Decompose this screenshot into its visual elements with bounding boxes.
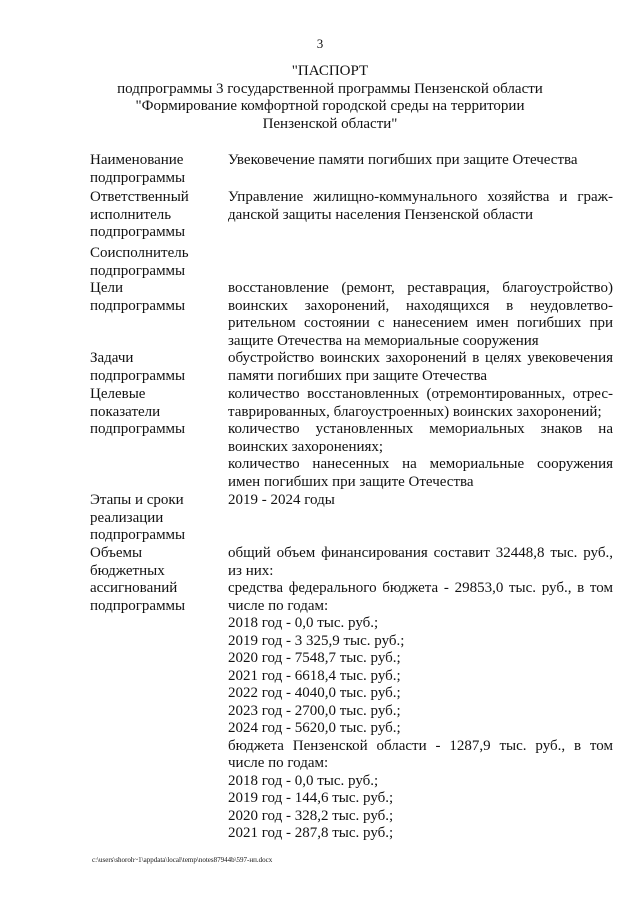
row-value-line: обустройство воинских захоронений в целях увековечения [228, 350, 613, 366]
row-label-line: Этапы и сроки [90, 492, 184, 508]
header-title: "ПАСПОРТ [291, 63, 369, 79]
row-value-line: количество восстановленных (отремонтированных, отрес- [228, 386, 613, 402]
row-value-line: памяти погибших при защите Отечества [228, 367, 488, 384]
row-value-line: имен погибших при защите Отечества [228, 473, 474, 490]
row-value-line: 2019 год - 144,6 тыс. руб.; [228, 790, 394, 806]
row-label-line: подпрограммы [90, 297, 186, 314]
row-label [90, 350, 228, 386]
row-value-line: средства федерального бюджета - 29853,0 тыс. руб., в том [228, 580, 613, 596]
passport-row-stages [90, 492, 615, 545]
row-label-line: исполнитель [90, 206, 172, 223]
row-value-line: 2020 год - 7548,7 тыс. руб.; [228, 650, 401, 666]
row-value-line: общий объем финансирования составит 32448,8 тыс. руб., [228, 545, 613, 561]
row-label-line: подпрограммы [90, 421, 186, 437]
row-value [228, 386, 613, 492]
row-label-line: подпрограммы [90, 169, 186, 186]
row-value-line: 2024 год - 5620,0 тыс. руб.; [228, 720, 401, 736]
row-label-line: реализации [90, 509, 164, 526]
row-label [90, 386, 228, 492]
row-value-line: таврированных, благоустроенных) воинских захоронений; [228, 403, 602, 420]
row-value-line: количество нанесенных на мемориальные сооружения [228, 456, 613, 472]
row-value [228, 545, 613, 843]
row-label-line: Целевые [90, 386, 146, 402]
row-value-line: числе по годам: [228, 755, 329, 771]
row-value-line: Увековечение памяти погибших при защите Отечества [228, 152, 578, 168]
row-label-line: подпрограммы [90, 597, 186, 614]
passport-row-name [90, 152, 615, 189]
row-value-line: 2021 год - 287,8 тыс. руб.; [228, 825, 394, 841]
header-subtitle-line: подпрограммы 3 государственной программы Пензенской области [117, 80, 543, 97]
row-value-line: Управление жилищно-коммунального хозяйства и граж- [228, 189, 613, 205]
row-value-line: защите Отечества на мемориальные сооружения [228, 332, 539, 349]
row-value [228, 350, 613, 386]
row-label [90, 545, 228, 843]
page-number: 3 [316, 36, 324, 51]
row-value [228, 245, 613, 280]
passport-table [90, 152, 615, 843]
row-label [90, 492, 228, 545]
row-value-line: воинских захоронений, находящихся в неудовлетво- [228, 297, 613, 314]
row-value-line: из них: [228, 562, 274, 579]
passport-row-tasks [90, 350, 615, 386]
row-label-line: подпрограммы [90, 262, 186, 279]
row-value-line: рительном состоянии с нанесением имен погибших при [228, 315, 613, 331]
row-value-line: воинских захоронениях; [228, 438, 384, 455]
row-value-line: 2019 - 2024 годы [228, 492, 335, 508]
row-value-line: данской защиты населения Пензенской области [228, 206, 534, 223]
row-label [90, 245, 228, 280]
document-header [60, 63, 600, 133]
row-label-line: показатели [90, 403, 161, 420]
row-value-line: бюджета Пензенской области - 1287,9 тыс. руб., в том [228, 737, 613, 754]
row-value-line: 2018 год - 0,0 тыс. руб.; [228, 772, 379, 789]
header-subtitle-line: Пензенской области" [262, 115, 398, 132]
row-label-line: Наименование [90, 152, 184, 168]
row-label-line: Объемы [90, 545, 143, 561]
header-subtitle-line: "Формирование комфортной городской среды на территории [135, 98, 525, 114]
row-label-line: Соисполнитель [90, 245, 189, 261]
row-label-line: Цели [90, 280, 124, 296]
row-label-line: Задачи [90, 350, 134, 366]
row-label [90, 280, 228, 350]
row-label [90, 152, 228, 189]
row-label-line: подпрограммы [90, 367, 186, 384]
row-value-line: 2023 год - 2700,0 тыс. руб.; [228, 702, 401, 719]
row-value [228, 152, 613, 189]
passport-row-executor [90, 189, 615, 245]
row-value [228, 280, 613, 350]
row-label [90, 189, 228, 245]
passport-row-targets [90, 386, 615, 492]
row-value-line: 2022 год - 4040,0 тыс. руб.; [228, 685, 401, 701]
row-value-line: восстановление (ремонт, реставрация, благоустройство) [228, 280, 613, 296]
row-value [228, 189, 613, 245]
passport-row-goals [90, 280, 615, 350]
row-label-line: ассигнований [90, 580, 178, 596]
row-value-line: количество установленных мемориальных знаков на [228, 421, 613, 437]
row-value-line: 2020 год - 328,2 тыс. руб.; [228, 807, 394, 824]
row-value-line: 2021 год - 6618,4 тыс. руб.; [228, 667, 401, 684]
file-path-footer: c:\users\shoroh~1\appdata\local\temp\notes87944b\597-нп.docx [92, 856, 273, 864]
passport-row-budget [90, 545, 615, 843]
row-label-line: подпрограммы [90, 527, 186, 543]
row-value-line: 2018 год - 0,0 тыс. руб.; [228, 615, 379, 631]
row-label-line: подпрограммы [90, 224, 186, 240]
row-value-line: 2019 год - 3 325,9 тыс. руб.; [228, 632, 405, 649]
row-label-line: Ответственный [90, 189, 189, 205]
passport-row-co-executor [90, 245, 615, 280]
row-value-line: числе по годам: [228, 597, 329, 614]
row-value [228, 492, 613, 545]
row-label-line: бюджетных [90, 562, 165, 579]
